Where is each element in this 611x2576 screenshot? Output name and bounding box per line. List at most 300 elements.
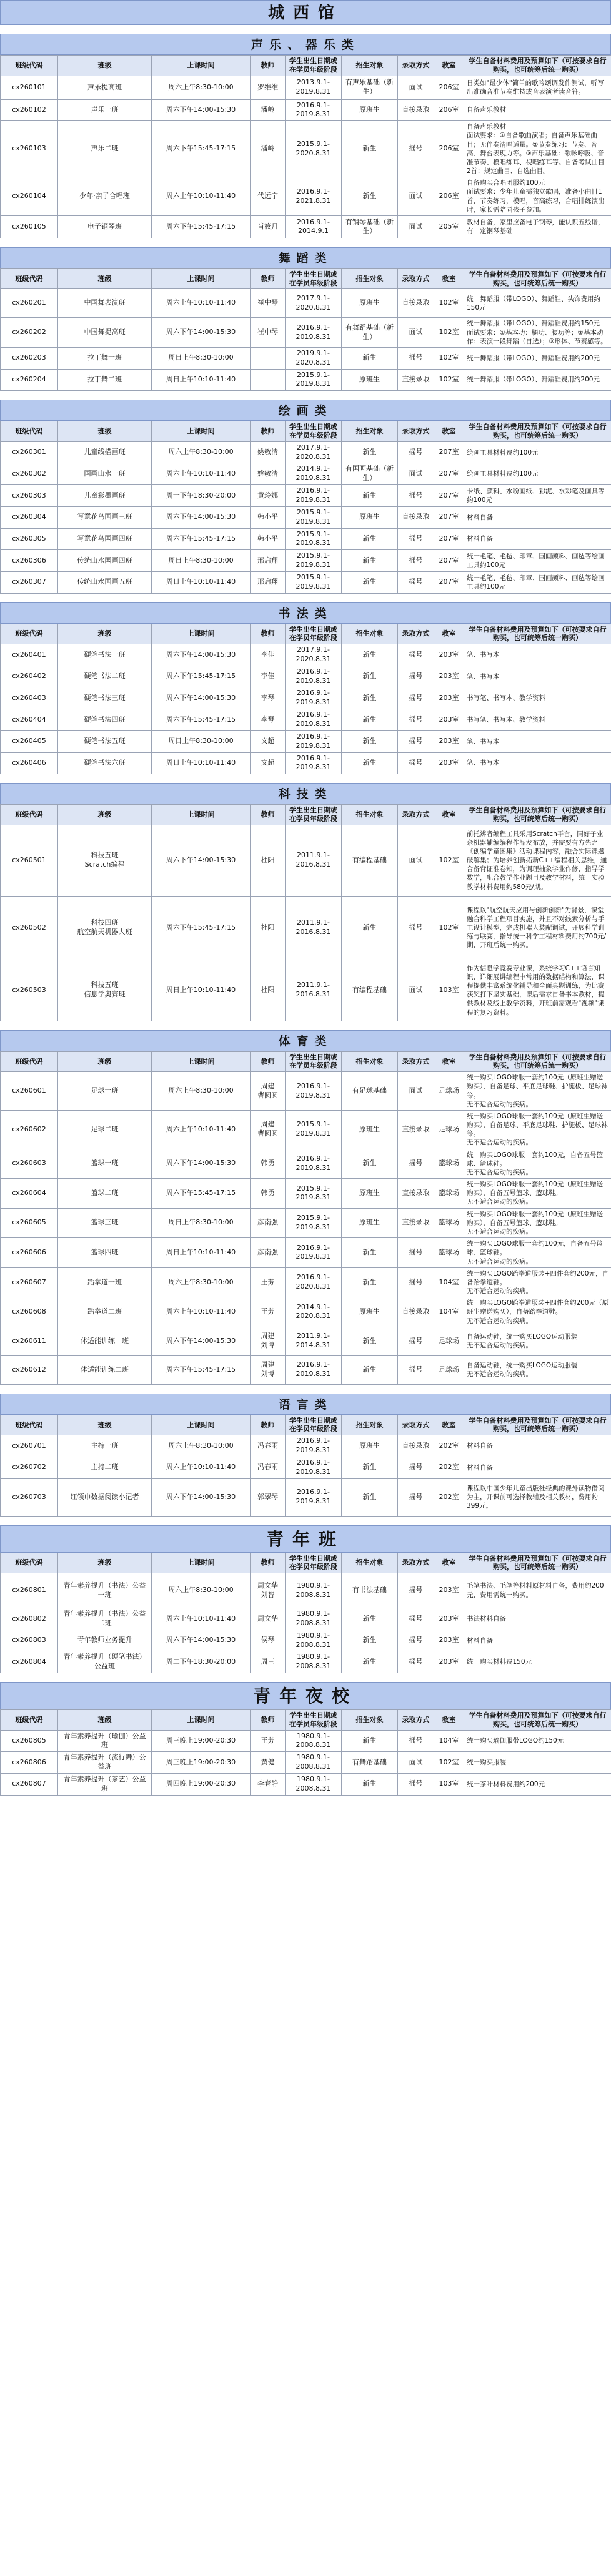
target-cell: 新生 [342,528,398,550]
room-cell: 篮球场 [434,1179,464,1209]
column-header: 学生出生日期或在学员年级阶段 [286,421,342,442]
schedule-cell: 周六下午15:45-17:15 [152,709,251,731]
birth-range-cell: 2015.9.1-2019.8.31 [286,550,342,572]
birth-range-cell: 2016.9.1-2019.8.31 [286,687,342,709]
section-spacer [0,594,611,602]
class-name-cell: 声乐一班 [58,99,152,121]
birth-range-cell: 1980.9.1-2008.8.31 [286,1608,342,1630]
teacher-cell: 李佳 [251,644,286,666]
materials-cell: 日类如"最少体"简单的歌吟颂调发作测试，听写出准确音准节奏维持或音表演者读音符。 [464,76,611,99]
room-cell: 203室 [434,752,464,774]
teacher-cell: 崔中琴 [251,318,286,348]
schedule-cell: 周六上午10:10-11:40 [152,289,251,318]
target-cell: 新生 [342,1608,398,1630]
schedule-cell: 周六上午10:10-11:40 [152,1297,251,1327]
materials-cell: 统一舞蹈服（带LOGO）、舞蹈鞋费用约200元 [464,347,611,369]
class-code-cell: cx260602 [1,1110,58,1149]
teacher-cell: 韩小平 [251,528,286,550]
column-header: 班级 [58,1415,152,1435]
class-name-cell: 儿童彩墨画班 [58,485,152,507]
teacher-cell: 潘岭 [251,99,286,121]
class-code-cell: cx260401 [1,644,58,666]
class-name-cell: 拉丁舞二班 [58,369,152,391]
section-spacer [0,1021,611,1030]
column-header: 学生自备材料费用及预算如下（可按要求自行购买，也可统筹后统一购买） [464,56,611,76]
column-header: 招生对象 [342,1051,398,1072]
birth-range-cell: 1980.9.1-2008.8.31 [286,1730,342,1752]
section-title: 舞蹈类 [0,247,611,268]
schedule-cell: 周六上午10:10-11:40 [152,1110,251,1149]
birth-range-cell: 2016.9.1-2019.8.31 [286,1457,342,1478]
column-header: 学生出生日期或在学员年级阶段 [286,624,342,644]
class-name-cell: 青年素养提升（书法）公益一班 [58,1573,152,1608]
teacher-cell: 冯春雨 [251,1435,286,1457]
schedule-cell: 周日上午10:10-11:40 [152,752,251,774]
class-name-cell: 科技五班 Scratch编程 [58,825,152,896]
schedule-cell: 周六上午10:10-11:40 [152,463,251,485]
target-cell: 新生 [342,1149,398,1179]
target-cell: 有编程基础 [342,825,398,896]
schedule-cell: 周六下午14:00-15:30 [152,1630,251,1651]
column-header: 班级代码 [1,1553,58,1573]
column-header: 招生对象 [342,56,398,76]
column-header: 学生自备材料费用及预算如下（可按要求自行购买，也可统筹后统一购买） [464,421,611,442]
birth-range-cell: 2016.9.1-2019.8.31 [286,1435,342,1457]
materials-cell: 统一购买LOGO球服一套约100元（原班生赠送购买），自备五号篮球、篮球鞋。 无不适合运动的疾病。 [464,1179,611,1209]
materials-cell: 卡纸、颜料、水粉画纸、彩泥、水彩笔及画具等约100元 [464,485,611,507]
admission-cell: 摇号 [398,709,434,731]
class-code-cell: cx260803 [1,1630,58,1651]
room-cell: 202室 [434,1457,464,1478]
materials-cell: 统一购买瑜伽服带LOGO约150元 [464,1730,611,1752]
table-row [1,1651,611,1673]
materials-cell: 自备购买合唱团服约100元 面试要求：少年儿童需独立歌唱，准备小曲目1首，节奏练习，模唱，音高练习，合唱排练演出时，家长需陪同孩子参加。 [464,177,611,216]
class-table [0,268,611,391]
class-name-cell: 跆拳道一班 [58,1267,152,1297]
column-header: 学生自备材料费用及预算如下（可按要求自行购买，也可统筹后统一购买） [464,1710,611,1731]
table-header-row [1,56,611,76]
teacher-cell: 姚敏清 [251,463,286,485]
table-row [1,1435,611,1457]
target-cell: 原班生 [342,1297,398,1327]
teacher-cell: 周文华 刘智 [251,1573,286,1608]
column-header: 招生对象 [342,1553,398,1573]
class-name-cell: 足球一班 [58,1072,152,1111]
teacher-cell: 彦南强 [251,1238,286,1268]
column-header: 招生对象 [342,268,398,289]
column-header: 招生对象 [342,624,398,644]
target-cell: 新生 [342,1457,398,1478]
birth-range-cell: 2016.9.1-2019.8.31 [286,709,342,731]
teacher-cell: 邢启翔 [251,550,286,572]
class-code-cell: cx260105 [1,215,58,238]
admission-cell: 面试 [398,76,434,99]
section-title: 绘画类 [0,400,611,421]
column-header: 班级 [58,1710,152,1731]
room-cell: 202室 [434,1478,464,1516]
materials-cell: 统一购买LOGO球服一套约100元（原班生赠送购买），自备五号篮球、篮球鞋。 无不适合运动的疾病。 [464,1208,611,1238]
class-name-cell: 足球二班 [58,1110,152,1149]
table-header-row [1,421,611,442]
column-header: 上课时间 [152,1710,251,1731]
schedule-cell: 周日上午8:30-10:00 [152,550,251,572]
column-header: 班级代码 [1,56,58,76]
birth-range-cell: 2015.9.1-2019.8.31 [286,571,342,593]
birth-range-cell: 2017.9.1-2020.8.31 [286,441,342,463]
table-row [1,752,611,774]
class-code-cell: cx260605 [1,1208,58,1238]
birth-range-cell: 2016.9.1-2019.8.31 [286,1238,342,1268]
target-cell: 新生 [342,687,398,709]
class-code-cell: cx260102 [1,99,58,121]
column-header: 班级 [58,421,152,442]
table-row [1,215,611,238]
table-row [1,896,611,960]
teacher-cell: 杜阳 [251,960,286,1021]
page-title: 城西馆 [0,0,611,25]
class-code-cell: cx260307 [1,571,58,593]
materials-cell: 材料自备 [464,528,611,550]
schedule-cell: 周六下午15:45-17:15 [152,1179,251,1209]
column-header: 招生对象 [342,1710,398,1731]
class-code-cell: cx260301 [1,441,58,463]
admission-cell: 面试 [398,960,434,1021]
column-header: 班级代码 [1,805,58,825]
admission-cell: 摇号 [398,1651,434,1673]
class-name-cell: 儿童线描画班 [58,441,152,463]
class-code-cell: cx260806 [1,1752,58,1774]
admission-cell: 摇号 [398,485,434,507]
target-cell: 有国画基础（新生） [342,463,398,485]
materials-cell: 笔、书写本 [464,730,611,752]
class-table [0,804,611,1021]
class-code-cell: cx260201 [1,289,58,318]
column-header: 教师 [251,1710,286,1731]
admission-cell: 摇号 [398,1478,434,1516]
column-header: 上课时间 [152,805,251,825]
target-cell: 新生 [342,896,398,960]
table-row [1,1327,611,1355]
class-code-cell: cx260801 [1,1573,58,1608]
materials-cell: 统一购买LOGO跆拳道服装+四件套约200元（原班生赠送购买），自备跆拳道鞋。 无不适合运动的疾病。 [464,1297,611,1327]
table-row [1,666,611,687]
materials-cell: 课程以"航空航天应用与创新创新"为背景，课堂融合科学工程项目实施，并且不对线索分析与手工设计模型，完成机器人装配调试，开展科学训练与联赛，指导统一科学工程材料费用约700元/期，开班后统一购买。 [464,896,611,960]
room-cell: 206室 [434,121,464,177]
room-cell: 207室 [434,441,464,463]
schedule-cell: 周日上午8:30-10:00 [152,347,251,369]
class-code-cell: cx260402 [1,666,58,687]
birth-range-cell: 2016.9.1-2014.9.1 [286,215,342,238]
room-cell: 203室 [434,730,464,752]
table-row [1,463,611,485]
column-header: 教室 [434,624,464,644]
class-code-cell: cx260103 [1,121,58,177]
column-header: 录取方式 [398,268,434,289]
room-cell: 篮球场 [434,1149,464,1179]
schedule-cell: 周六上午8:30-10:00 [152,1072,251,1111]
admission-cell: 摇号 [398,1774,434,1796]
column-header: 班级代码 [1,1051,58,1072]
class-name-cell: 电子钢琴班 [58,215,152,238]
materials-cell: 绘画工具材料费约100元 [464,441,611,463]
target-cell: 新生 [342,1630,398,1651]
admission-cell: 面试 [398,215,434,238]
class-name-cell: 传统山水国画四班 [58,550,152,572]
room-cell: 203室 [434,1573,464,1608]
class-code-cell: cx260606 [1,1238,58,1268]
admission-cell: 面试 [398,463,434,485]
table-row [1,571,611,593]
room-cell: 203室 [434,666,464,687]
room-cell: 207室 [434,571,464,593]
column-header: 教室 [434,268,464,289]
sections-container [0,25,611,1796]
target-cell: 原班生 [342,1435,398,1457]
teacher-cell: 黄健 [251,1752,286,1774]
column-header: 录取方式 [398,624,434,644]
room-cell: 足球场 [434,1110,464,1149]
schedule-cell: 周六下午14:00-15:30 [152,506,251,528]
birth-range-cell: 2015.9.1-2019.8.31 [286,369,342,391]
column-header: 学生自备材料费用及预算如下（可按要求自行购买，也可统筹后统一购买） [464,1415,611,1435]
class-name-cell: 写意花鸟国画四班 [58,528,152,550]
schedule-cell: 周六下午14:00-15:30 [152,644,251,666]
class-table [0,1553,611,1674]
class-code-cell: cx260601 [1,1072,58,1111]
birth-range-cell: 1980.9.1-2008.8.31 [286,1630,342,1651]
column-header: 班级 [58,56,152,76]
materials-cell: 笔、书写本 [464,666,611,687]
table-row [1,1774,611,1796]
birth-range-cell: 2017.9.1-2020.8.31 [286,289,342,318]
target-cell: 新生 [342,441,398,463]
admission-cell: 摇号 [398,1573,434,1608]
class-name-cell: 青年素养提升（硬笔书法）公益班 [58,1651,152,1673]
materials-cell: 统一舞蹈服（带LOGO）、舞蹈鞋费用约200元 [464,369,611,391]
column-header: 上课时间 [152,421,251,442]
admission-cell: 直接录取 [398,289,434,318]
section-title: 声乐、器乐类 [0,34,611,55]
class-name-cell: 篮球一班 [58,1149,152,1179]
materials-cell: 自备运动鞋，统一购买LOGO运动服装 无不适合运动的疾病。 [464,1327,611,1355]
schedule-cell: 周六下午15:45-17:15 [152,528,251,550]
table-header-row [1,268,611,289]
teacher-cell: 周三 [251,1651,286,1673]
room-cell: 206室 [434,99,464,121]
materials-cell: 自备运动鞋，统一购买LOGO运动服装 无不适合运动的疾病。 [464,1355,611,1384]
teacher-cell: 冯春雨 [251,1457,286,1478]
class-table [0,55,611,238]
column-header: 教师 [251,268,286,289]
admission-cell: 摇号 [398,550,434,572]
column-header: 班级代码 [1,268,58,289]
schedule-cell: 周日上午10:10-11:40 [152,571,251,593]
teacher-cell: 韩小平 [251,506,286,528]
target-cell: 原班生 [342,506,398,528]
table-row [1,121,611,177]
table-row [1,687,611,709]
schedule-cell: 周六上午8:30-10:00 [152,1435,251,1457]
class-table [0,421,611,593]
room-cell: 207室 [434,528,464,550]
class-code-cell: cx260607 [1,1267,58,1297]
column-header: 录取方式 [398,1710,434,1731]
class-code-cell: cx260611 [1,1327,58,1355]
admission-cell: 面试 [398,1072,434,1111]
room-cell: 203室 [434,687,464,709]
birth-range-cell: 1980.9.1-2008.8.31 [286,1573,342,1608]
teacher-cell: 代远宁 [251,177,286,216]
room-cell: 102室 [434,289,464,318]
schedule-cell: 周日上午10:10-11:40 [152,960,251,1021]
target-cell: 新生 [342,1355,398,1384]
section-title: 青年班 [0,1525,611,1553]
class-table [0,1709,611,1796]
birth-range-cell: 2016.9.1-2019.8.31 [286,1478,342,1516]
birth-range-cell: 2015.9.1-2019.8.31 [286,1208,342,1238]
column-header: 教师 [251,1415,286,1435]
materials-cell: 统一购买LOGO球服一套约100元（原班生赠送购买），自备足球、平底足球鞋、护腿板、足球袜等。 无不适合运动的疾病。 [464,1110,611,1149]
materials-cell: 自备声乐教材 [464,99,611,121]
schedule-cell: 周六下午14:00-15:30 [152,99,251,121]
class-code-cell: cx260807 [1,1774,58,1796]
target-cell: 新生 [342,1478,398,1516]
teacher-cell [251,347,286,369]
teacher-cell: 李琴 [251,687,286,709]
class-name-cell: 主持一班 [58,1435,152,1457]
target-cell: 原班生 [342,369,398,391]
class-code-cell: cx260403 [1,687,58,709]
target-cell: 新生 [342,121,398,177]
class-name-cell: 硬笔书法二班 [58,666,152,687]
section-spacer [0,774,611,783]
schedule-cell: 周六下午14:00-15:30 [152,1149,251,1179]
column-header: 学生自备材料费用及预算如下（可按要求自行购买，也可统筹后统一购买） [464,1553,611,1573]
table-row [1,1208,611,1238]
table-row [1,1457,611,1478]
materials-cell: 统一舞蹈服（带LOGO）、舞蹈鞋、头饰费用约150元 [464,289,611,318]
birth-range-cell: 2014.9.1-2020.8.31 [286,1297,342,1327]
table-row [1,369,611,391]
room-cell: 104室 [434,1267,464,1297]
materials-cell: 统一毛笔、毛毡、印章、国画颜料、画毡等绘画工具约100元 [464,550,611,572]
room-cell: 足球场 [434,1072,464,1111]
admission-cell: 摇号 [398,896,434,960]
target-cell: 新生 [342,550,398,572]
section-title: 语言类 [0,1394,611,1415]
admission-cell: 面试 [398,177,434,216]
room-cell: 足球场 [434,1327,464,1355]
column-header: 录取方式 [398,805,434,825]
materials-cell: 统一茶叶材料费用约200元 [464,1774,611,1796]
schedule-cell: 周六下午15:45-17:15 [152,1355,251,1384]
schedule-cell: 周六上午10:10-11:40 [152,1608,251,1630]
admission-cell: 面试 [398,318,434,348]
admission-cell: 摇号 [398,1327,434,1355]
table-row [1,1179,611,1209]
class-name-cell: 传统山水国画五班 [58,571,152,593]
admission-cell: 直接录取 [398,1208,434,1238]
teacher-cell: 周建 刘博 [251,1327,286,1355]
table-row [1,550,611,572]
class-name-cell: 硬笔书法三班 [58,687,152,709]
class-name-cell: 硬笔书法四班 [58,709,152,731]
schedule-cell: 周六下午14:00-15:30 [152,825,251,896]
target-cell: 新生 [342,1774,398,1796]
materials-cell: 前托辨者编程工具采用Scratch平台，同好子业余机器辅编编程作品发布放，并需要有方先之《创编学童图集》活动课程内容，融合实际课题破解集；为培养创新拓新C++编程相关思维，通合备背证准卷知，为调理抽象学业作修，指导学数学，配合教学作业题目及教学材料，统一实验教学材料费用约580元/期。 [464,825,611,896]
birth-range-cell: 2013.9.1-2019.8.31 [286,76,342,99]
target-cell: 有编程基础 [342,960,398,1021]
column-header: 班级代码 [1,1415,58,1435]
class-name-cell: 青年素养提升（流行舞）公益班 [58,1752,152,1774]
teacher-cell: 周文华 [251,1608,286,1630]
table-row [1,825,611,896]
schedule-cell: 周六上午8:30-10:00 [152,1573,251,1608]
birth-range-cell: 2016.9.1-2019.8.31 [286,730,342,752]
birth-range-cell: 2014.9.1-2019.8.31 [286,463,342,485]
column-header: 教室 [434,1051,464,1072]
section-spacer [0,1673,611,1682]
teacher-cell: 王芳 [251,1730,286,1752]
table-row [1,1752,611,1774]
schedule-cell: 周六上午8:30-10:00 [152,1267,251,1297]
teacher-cell: 文超 [251,730,286,752]
table-row [1,177,611,216]
schedule-cell: 周六下午14:00-15:30 [152,687,251,709]
birth-range-cell: 2016.9.1-2019.8.31 [286,666,342,687]
class-name-cell: 青年素养提升（瑜伽）公益班 [58,1730,152,1752]
column-header: 班级 [58,624,152,644]
target-cell: 有足球基础 [342,1072,398,1111]
birth-range-cell: 2016.9.1-2019.8.31 [286,99,342,121]
target-cell: 原班生 [342,1110,398,1149]
room-cell: 102室 [434,318,464,348]
class-code-cell: cx260302 [1,463,58,485]
admission-cell: 摇号 [398,1149,434,1179]
schedule-cell: 周六上午10:10-11:40 [152,177,251,216]
birth-range-cell: 2019.9.1-2020.8.31 [286,347,342,369]
column-header: 学生出生日期或在学员年级阶段 [286,56,342,76]
table-row [1,318,611,348]
admission-cell: 摇号 [398,1267,434,1297]
column-header: 学生自备材料费用及预算如下（可按要求自行购买，也可统筹后统一购买） [464,1051,611,1072]
schedule-cell: 周六下午15:45-17:15 [152,666,251,687]
birth-range-cell: 2011.9.1-2016.8.31 [286,960,342,1021]
teacher-cell: 王芳 [251,1267,286,1297]
class-name-cell: 红领巾数据阅读小记者 [58,1478,152,1516]
class-name-cell: 声乐提高班 [58,76,152,99]
class-code-cell: cx260104 [1,177,58,216]
admission-cell: 直接录取 [398,1297,434,1327]
class-name-cell: 硬笔书法一班 [58,644,152,666]
column-header: 录取方式 [398,56,434,76]
table-row [1,76,611,99]
column-header: 上课时间 [152,1553,251,1573]
column-header: 教师 [251,624,286,644]
birth-range-cell: 2011.9.1-2014.8.31 [286,1327,342,1355]
target-cell: 有舞蹈基础（新生） [342,318,398,348]
table-header-row [1,805,611,825]
teacher-cell: 姚敏清 [251,441,286,463]
table-row [1,644,611,666]
room-cell: 205室 [434,215,464,238]
materials-cell: 统一毛笔、毛毡、印章、国画颜料、画毡等绘画工具约100元 [464,571,611,593]
table-row [1,730,611,752]
class-name-cell: 硬笔书法五班 [58,730,152,752]
room-cell: 102室 [434,825,464,896]
table-row [1,1478,611,1516]
admission-cell: 摇号 [398,441,434,463]
